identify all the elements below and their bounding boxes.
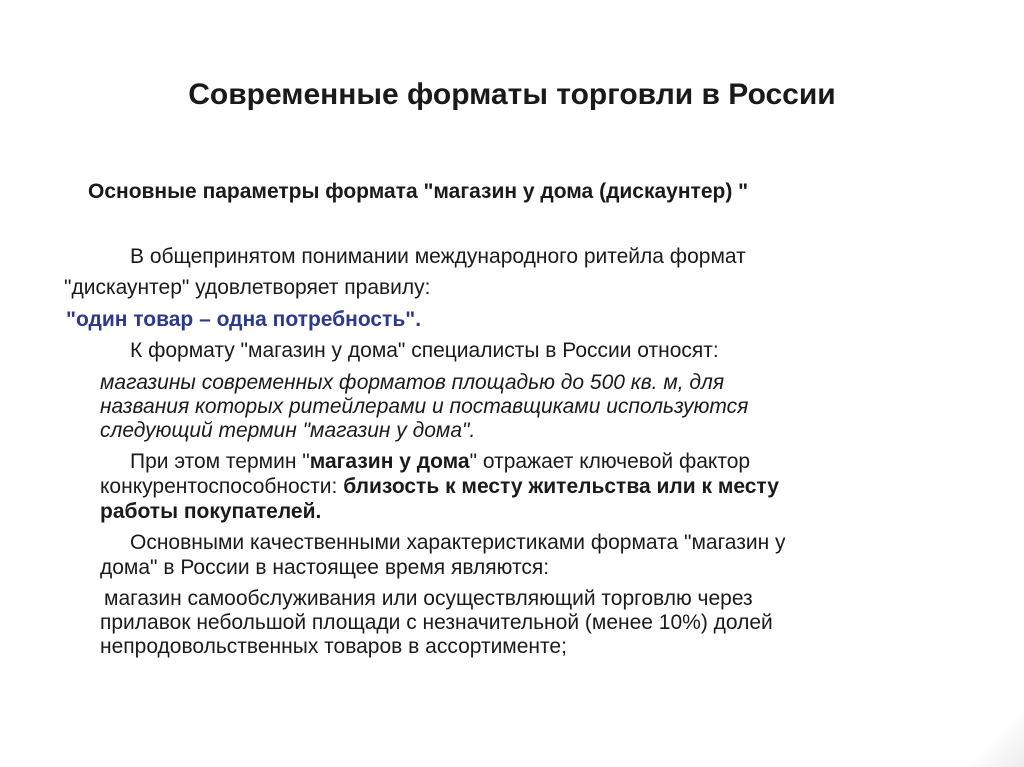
paragraph-3-text-a: При этом термин " xyxy=(130,450,310,473)
italic-line-1: магазины современных форматов площадью до 500 кв. м, для xyxy=(100,371,725,394)
slide-subtitle: Основные параметры формата "магазин у дома (дискаунтер) " xyxy=(88,180,749,203)
paragraph-1-line-2: "дискаунтер" удовлетворяет правилу: xyxy=(64,276,431,299)
key-factor-text: близость к месту жительства или к месту xyxy=(343,475,779,498)
slogan-text: "один товар – одна потребность". xyxy=(66,308,422,331)
paragraph-5-line-3: непродовольственных товаров в ассортименте; xyxy=(100,635,567,658)
slide-title: Современные форматы торговли в России xyxy=(188,78,836,111)
paragraph-3-line-2 xyxy=(100,474,779,500)
paragraph-3-line-3: работы покупателей. xyxy=(100,500,322,523)
italic-line-3: следующий термин "магазин у дома". xyxy=(100,419,476,442)
paragraph-1-line-1: В общепринятом понимании международного ритейла формат xyxy=(130,245,746,268)
paragraph-3-text-c: конкурентоспособности: xyxy=(100,475,344,498)
paragraph-5-line-1: магазин самообслуживания или осуществляющий торговлю через xyxy=(104,587,753,610)
paragraph-4-line-2: дома" в России в настоящее время являются: xyxy=(100,556,550,579)
italic-line-2: названия которых ритейлерами и поставщиками используются xyxy=(100,395,749,418)
slide-corner-shadow xyxy=(964,707,1024,767)
paragraph-5-line-2: прилавок небольшой площади с незначительной (менее 10%) долей xyxy=(100,611,773,634)
term-magazin-u-doma: магазин у дома xyxy=(309,450,470,473)
paragraph-3-line-1 xyxy=(130,449,750,475)
paragraph-4-line-1: Основными качественными характеристиками формата "магазин у xyxy=(130,531,786,554)
paragraph-3-text-b: " отражает ключевой фактор xyxy=(469,450,751,473)
paragraph-2: К формату "магазин у дома" специалисты в России относят: xyxy=(130,339,719,362)
